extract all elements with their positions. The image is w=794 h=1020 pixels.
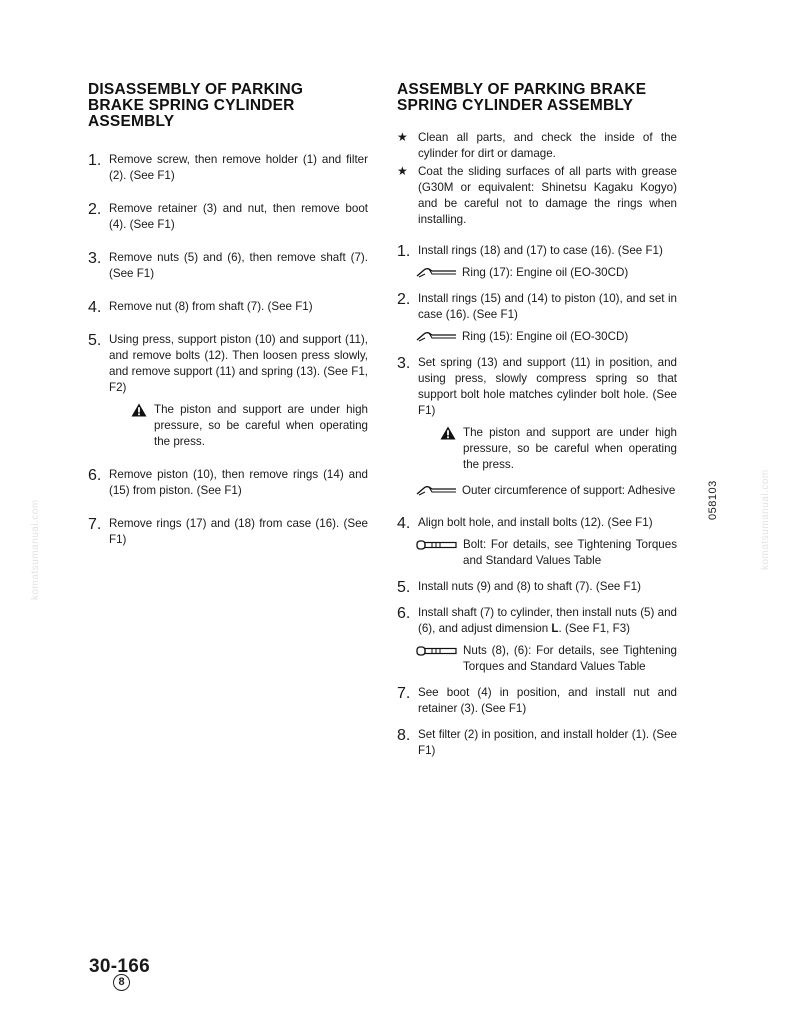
step-text-part: Install shaft (7) to cylinder, then install nuts (5) and (6), and adjust dimension [418,606,677,635]
step-text: Remove piston (10), then remove rings (14) and (15) from piston. (See F1) [109,468,368,497]
assembly-title-line-2: SPRING CYLINDER ASSEMBLY [397,97,634,114]
step-text: Remove nut (8) from shaft (7). (See F1) [109,300,313,313]
step-text: Install nuts (9) and (8) to shaft (7). (See F1) [418,580,641,593]
step-text: Remove rings (17) and (18) from case (16). (See F1) [109,517,368,546]
torque-wrench-icon [416,645,458,657]
step-text-part: . (See F1, F3) [558,622,631,635]
step-text: Set spring (13) and support (11) in position, and using press, slowly compress spring so that support bolt hole matches cylinder bolt hole. (See F1) [418,356,677,417]
step-text: Install rings (18) and (17) to case (16). (See F1) [418,244,663,257]
torque-note [397,643,677,675]
lubricant-note [397,265,677,281]
assembly-step-3 [397,355,677,499]
step-number: 5. [397,579,411,596]
figure-code: 058103 [707,480,719,520]
page-number: 30-166 [89,956,150,977]
dimension-label: L [551,622,559,635]
step-number: 5. [88,332,102,349]
star-icon: ★ [397,164,408,178]
precaution-text: Clean all parts, and check the inside of the cylinder for dirt or damage. [418,131,677,160]
assembly-step-7 [397,685,677,717]
step-text [418,605,677,637]
disassembly-title [88,82,368,130]
assembly-step-4 [397,515,677,569]
lubricant-text: Ring (15): Engine oil (EO-30CD) [462,330,629,343]
watermark-right: komatsumanual.com [760,469,771,570]
disassembly-step-1 [88,152,368,184]
precaution-1 [397,130,677,162]
step-number: 8. [397,727,411,744]
assembly-step-5 [397,579,677,595]
warning-text: The piston and support are under high pressure, so be careful when operating the press. [463,426,677,471]
lubricant-note [397,329,677,345]
step-text: Remove screw, then remove holder (1) and filter (2). (See F1) [109,153,368,182]
disassembly-step-2 [88,201,368,233]
torque-text: Nuts (8), (6): For details, see Tightening Torques and Standard Values Table [463,644,677,673]
assembly-step-2 [397,291,677,345]
step-number: 6. [397,605,411,622]
step-number: 2. [397,291,411,308]
disassembly-title-line-1: DISASSEMBLY OF PARKING [88,81,304,98]
warning-text: The piston and support are under high pressure, so be careful when operating the press. [154,403,368,448]
disassembly-step-4 [88,299,368,315]
lubricant-text: Ring (17): Engine oil (EO-30CD) [462,266,629,279]
step-text: See boot (4) in position, and install nut and retainer (3). (See F1) [418,686,677,715]
warning-icon [131,403,147,417]
star-icon: ★ [397,130,408,144]
oil-can-icon [416,266,458,278]
disassembly-step-6 [88,467,368,499]
assembly-step-1 [397,243,677,281]
assembly-title [397,82,677,114]
assembly-title-line-1: ASSEMBLY OF PARKING BRAKE [397,81,647,98]
step-text: Install rings (15) and (14) to piston (10), and set in case (16). (See F1) [418,292,677,321]
step-number: 4. [88,299,102,316]
step-number: 1. [88,152,102,169]
step-number: 7. [88,516,102,533]
warning-icon [440,426,456,440]
assembly-section [397,82,677,769]
step-text: Remove nuts (5) and (6), then remove shaft (7). (See F1) [109,251,368,280]
precaution-2 [397,164,677,228]
step-number: 3. [88,250,102,267]
step-text: Remove retainer (3) and nut, then remove boot (4). (See F1) [109,202,368,231]
precaution-text: Coat the sliding surfaces of all parts with grease (G30M or equivalent: Shinetsu Kagaku Kogyo) and be careful not to damage the rings when installing. [418,165,677,226]
step-number: 2. [88,201,102,218]
step-number: 3. [397,355,411,372]
disassembly-step-3 [88,250,368,282]
step-number: 6. [88,467,102,484]
disassembly-title-line-3: ASSEMBLY [88,113,175,130]
step-number: 1. [397,243,411,260]
assembly-step-6 [397,605,677,675]
adhesive-text: Outer circumference of support: Adhesive [462,484,676,497]
step-text: Using press, support piston (10) and support (11), and remove bolts (12). Then loosen press slowly, and remove support (11) and spring (13). (See F1, F2) [109,333,368,394]
assembly-step-8 [397,727,677,759]
adhesive-icon [416,484,458,496]
step-text: Set filter (2) in position, and install holder (1). (See F1) [418,728,677,757]
warning-note [397,425,677,473]
disassembly-step-5 [88,332,368,450]
step-text: Align bolt hole, and install bolts (12). (See F1) [418,516,653,529]
torque-wrench-icon [416,539,458,551]
torque-text: Bolt: For details, see Tightening Torques and Standard Values Table [463,538,677,567]
step-number: 4. [397,515,411,532]
adhesive-note [397,483,677,499]
warning-note [88,402,368,450]
revision-badge: 8 [113,974,130,991]
watermark-left: komatsumanual.com [30,499,41,600]
oil-can-icon [416,330,458,342]
disassembly-step-7 [88,516,368,548]
torque-note [397,537,677,569]
step-number: 7. [397,685,411,702]
disassembly-section [88,82,368,565]
disassembly-title-line-2: BRAKE SPRING CYLINDER [88,97,295,114]
